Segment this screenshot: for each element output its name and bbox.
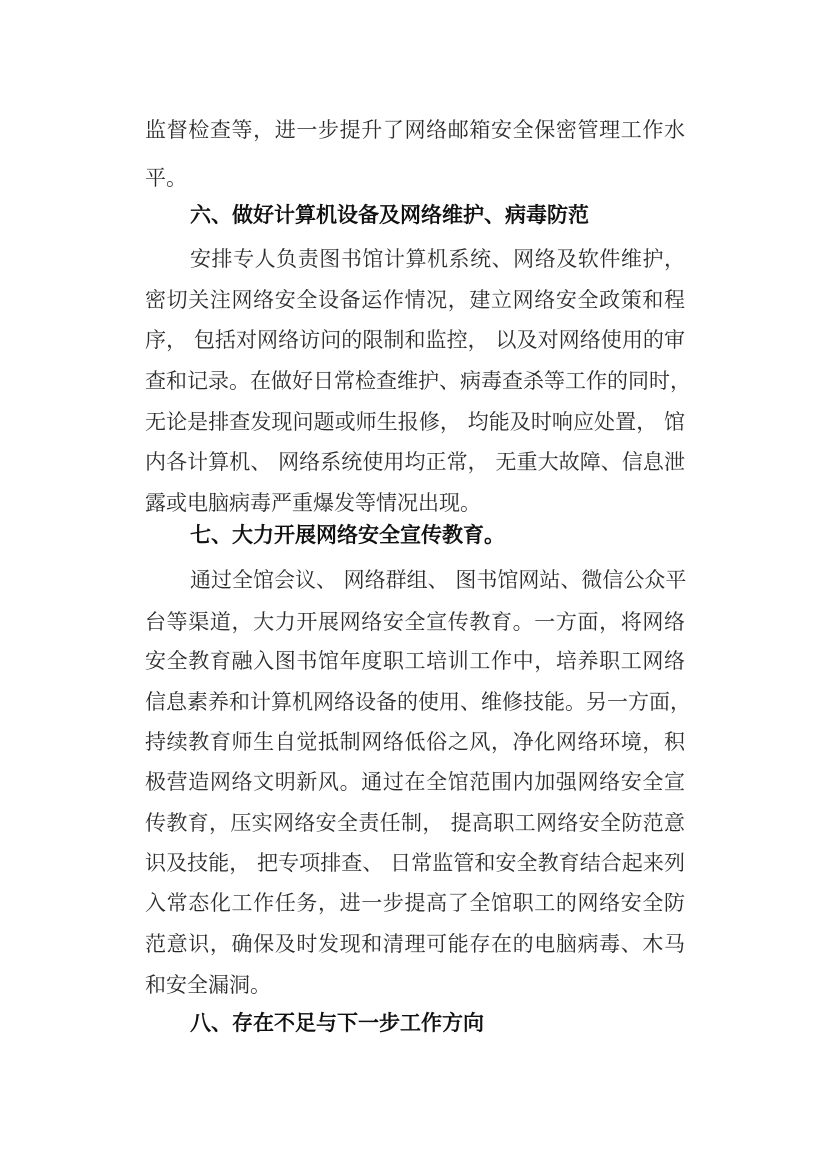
- body-text-line: 无论是排查发现问题或师生报修， 均能及时响应处置， 馆: [145, 410, 685, 434]
- body-text-line: 信息素养和计算机网络设备的使用、维修技能。另一方面，: [145, 690, 691, 714]
- body-text-line: 传教育，压实网络安全责任制， 提高职工网络安全防范意: [145, 811, 685, 835]
- body-text-line: 范意识，确保及时发现和清理可能存在的电脑病毒、木马: [145, 932, 685, 956]
- body-text-line: 内各计算机、 网络系统使用均正常， 无重大故障、信息泄: [145, 450, 685, 474]
- body-text-line: 序， 包括对网络访问的限制和监控， 以及对网络使用的审: [145, 328, 685, 352]
- body-text-line: 查和记录。在做好日常检查维护、病毒查杀等工作的同时，: [145, 369, 691, 393]
- section-heading-7: 七、大力开展网络安全宣传教育。: [190, 523, 505, 547]
- body-text-line: 入常态化工作任务，进一步提高了全馆职工的网络安全防: [145, 891, 685, 915]
- body-text-line: 通过全馆会议、 网络群组、 图书馆网站、微信公众平: [190, 568, 687, 592]
- body-text-line: 安排专人负责图书馆计算机系统、网络及软件维护，: [190, 247, 685, 271]
- body-text-line: 监督检查等，进一步提升了网络邮箱安全保密管理工作水: [145, 118, 685, 142]
- body-text-line: 极营造网络文明新风。通过在全馆范围内加强网络安全宣: [145, 770, 685, 794]
- body-text-line: 和安全漏洞。: [145, 973, 271, 997]
- body-text-line: 平。: [145, 166, 187, 190]
- body-text-line: 密切关注网络安全设备运作情况，建立网络安全政策和程: [145, 288, 685, 312]
- body-text-line: 持续教育师生自觉抵制网络低俗之风，净化网络环境，积: [145, 730, 685, 754]
- body-text-line: 露或电脑病毒严重爆发等情况出现。: [145, 491, 481, 515]
- section-heading-8: 八、存在不足与下一步工作方向: [190, 1011, 484, 1035]
- body-text-line: 识及技能， 把专项排查、 日常监管和安全教育结合起来列: [145, 851, 685, 875]
- section-heading-6: 六、做好计算机设备及网络维护、病毒防范: [190, 203, 589, 227]
- body-text-line: 台等渠道，大力开展网络安全宣传教育。一方面，将网络: [145, 610, 685, 634]
- body-text-line: 安全教育融入图书馆年度职工培训工作中，培养职工网络: [145, 649, 685, 673]
